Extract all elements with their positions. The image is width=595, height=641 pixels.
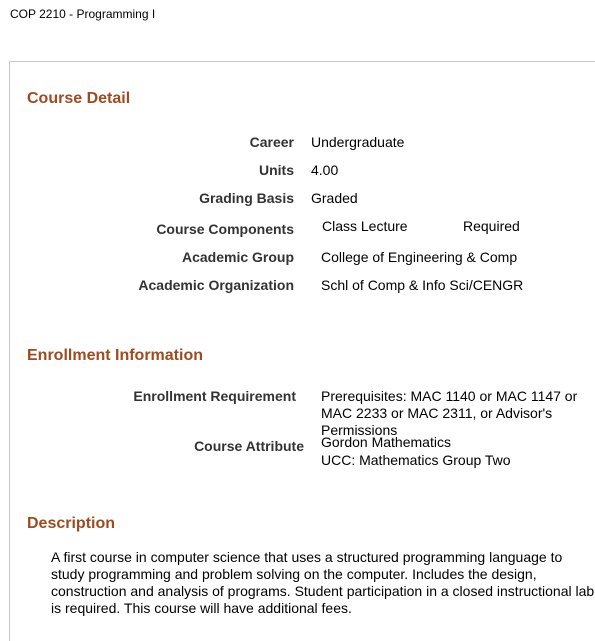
course-attribute-value: Gordon Mathematics [321,434,451,450]
academic-group-value: College of Engineering & Comp [321,249,518,265]
course-attribute-label: Course Attribute [194,438,304,454]
units-label: Units [259,162,294,178]
enrollment-requirement-value: Prerequisites: MAC 1140 or MAC 1147 or MAC 2233 or MAC 2311, or Advisor's Permissions [321,388,578,438]
academic-organization-label: Academic Organization [138,277,294,293]
enrollment-information-heading: Enrollment Information [27,347,203,364]
course-components-value: Class Lecture [322,218,408,234]
course-attribute-value: UCC: Mathematics Group Two [321,452,511,468]
description-heading: Description [27,515,116,532]
enrollment-requirement-label: Enrollment Requirement [133,388,296,404]
grading-basis-label: Grading Basis [199,190,294,206]
academic-group-label: Academic Group [181,249,294,265]
career-label: Career [249,134,294,150]
course-components-required: Required [463,218,520,234]
units-value: 4.00 [311,162,339,178]
course-components-label: Course Components [156,221,294,237]
grading-basis-value: Graded [311,190,358,206]
academic-organization-value: Schl of Comp & Info Sci/CENGR [321,277,524,293]
course-detail-heading: Course Detail [27,90,131,107]
description-text: A first course in computer science that uses a structured programming language to study programming and problem solving on the computer. Includes the design, construction and analysis of programs. Student participation in a closed instructional lab is required. This course will have additional fees. [51,549,595,616]
career-value: Undergraduate [311,134,405,150]
page-title: COP 2210 - Programming I [10,7,156,21]
